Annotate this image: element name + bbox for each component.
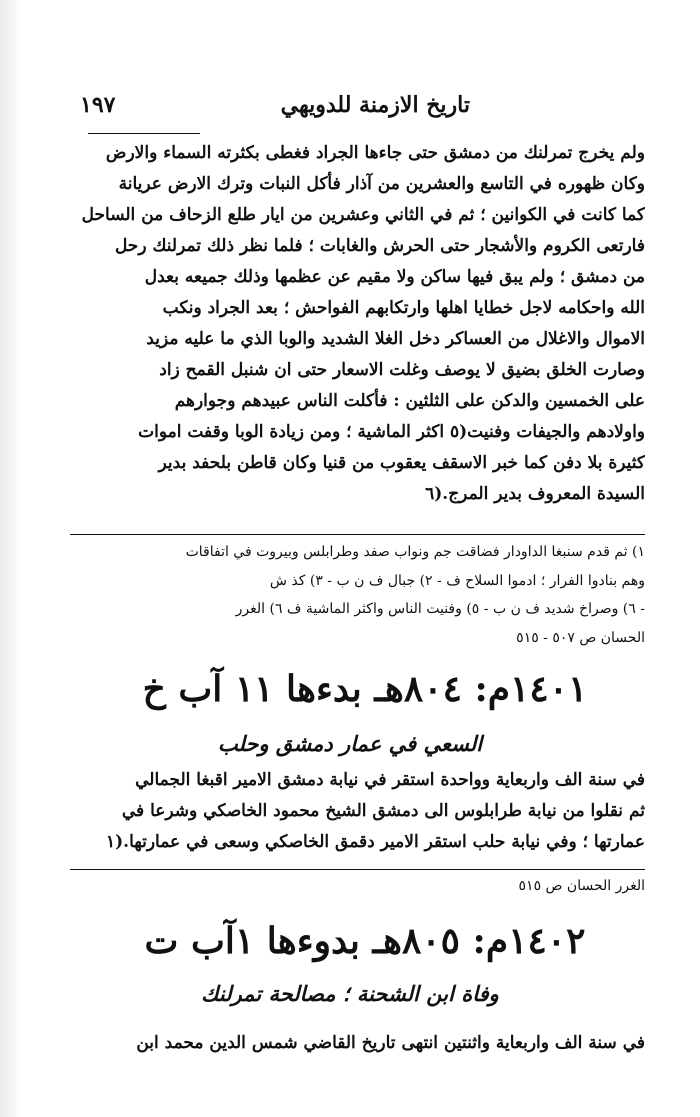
section-heading: وفاة ابن الشحنة ؛ مصالحة تمرلنك	[201, 981, 499, 1006]
footnote-line: وهم بنادوا الفرار ؛ ادموا السلاح ف - ٢) جبال ف ن ب - ٣) كذ ش	[269, 572, 645, 589]
text-line: وصارت الخلق بضيق لا يوصف وغلت الاسعار حتى ان شنبل القمح زاد	[159, 360, 645, 380]
text-line: فارتعى الكروم والأشجار حتى الحرش والغابات ؛ فلما نظر ذلك تمرلنك رحل	[114, 236, 645, 256]
footnote-line: ١) ثم قدم سنبغا الداودار فضاقت جم ونواب صفد وطرابلس وبيروت في اتفاقات	[185, 544, 645, 560]
year-heading: ١٤٠١م: ٨٠٤هـ بدءها ١١ آب خ	[142, 668, 588, 710]
footnote-line: الحسان ص ٥٠٧ - ٥١٥	[516, 629, 645, 646]
text-line: ثم نقلوا من نيابة طرابلوس الى دمشق الشيخ محمود الخاصكي وشرعا في	[121, 801, 645, 821]
scan-edge-shadow	[0, 0, 22, 1117]
paragraph-main	[70, 138, 645, 510]
paragraph-third	[70, 1028, 645, 1059]
text-line: الله واحكامه لاجل خطايا اهلها وارتكابهم الفواحش ؛ بعد الجراد ونكب	[162, 298, 645, 318]
text-line: عمارتها ؛ وفي نيابة حلب استقر الامير دقمق الخاصكي وسعى في عمارتها.(١	[105, 832, 645, 852]
text-line: واولادهم والجيفات وفنيت(٥ اكثر الماشية ؛ ومن زيادة الوبا وقفت اموات	[138, 422, 645, 442]
footnote-line: - ٦) وصراخ شديد ف ن ب - ٥) وفنيت الناس واكثر الماشية ف ٦) الغرر	[235, 601, 645, 617]
running-header	[80, 92, 620, 126]
year-heading: ١٤٠٢م: ٨٠٥هـ بدوءها ١آب ت	[144, 920, 586, 962]
text-line: ولم يخرج تمرلنك من دمشق حتى جاءها الجراد فغطى بكثرته السماء والارض	[105, 143, 645, 163]
text-line: كما كانت في الكوانين ؛ ثم في الثاني وعشرين من ايار طلع الزحاف من الساحل	[81, 205, 645, 225]
footnotes-block	[70, 872, 645, 901]
footnote-line: الغرر الحسان ص ٥١٥	[518, 878, 645, 894]
header-rule	[88, 133, 200, 134]
section-heading: السعي في عمار دمشق وحلب	[217, 731, 483, 756]
text-line: في سنة الف واربعاية واثنتين انتهى تاريخ القاضي شمس الدين محمد ابن	[136, 1033, 645, 1053]
paragraph-second	[70, 765, 645, 858]
text-line: كثيرة بلا دفن كما خبر الاسقف يعقوب من قنيا وكان قاطن بلحفد بدير	[158, 453, 645, 473]
running-title: تاريخ الازمنة للدويهي	[280, 92, 470, 118]
text-line: السيدة المعروف بدير المرج.(٦	[425, 484, 645, 504]
text-line: في سنة الف واربعاية وواحدة استقر في نيابة دمشق الامير اقبغا الجمالي	[135, 770, 645, 790]
text-line: الاموال والاغلال من العساكر دخل الغلا الشديد والوبا الذي ما عليه مزيد	[146, 329, 645, 349]
footnote-rule	[70, 869, 645, 870]
text-line: وكان ظهوره في التاسع والعشرين من آذار فأكل النبات وترك الارض عريانة	[118, 174, 645, 194]
footnotes-block	[70, 538, 645, 652]
text-line: على الخمسين والدكن على الثلثين : فأكلت الناس عبيدهم وجوارهم	[174, 391, 645, 411]
text-line: من دمشق ؛ ولم يبق فيها ساكن ولا مقيم عن عظمها وذلك جميعه بعدل	[144, 267, 645, 287]
footnote-rule	[70, 534, 645, 535]
page-number: ١٩٧	[80, 92, 116, 118]
